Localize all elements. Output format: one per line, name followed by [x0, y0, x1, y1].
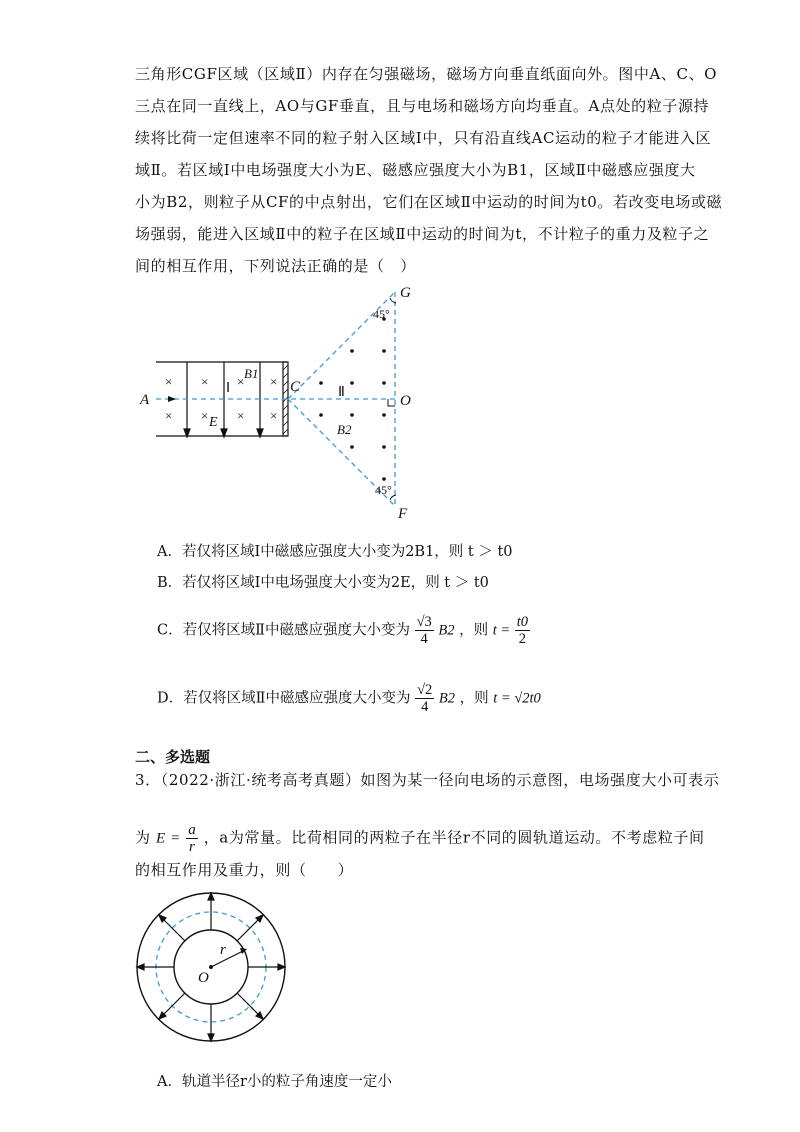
cross-mark: × [201, 408, 209, 423]
cross-mark: × [237, 374, 245, 389]
problem3-line-2-suffix: ，a为常量。比荷相同的两粒子在半径r不同的圆轨道运动。不考虑粒子间 [203, 828, 705, 847]
section-title: 二、多选题 [135, 748, 211, 766]
cross-mark: × [270, 408, 278, 423]
option-C-mid: ，则 [459, 622, 489, 639]
option-C-frac-num: √3 [416, 614, 432, 630]
label-C: C [290, 379, 301, 395]
label-E: E [209, 415, 218, 430]
cross-mark: × [201, 374, 209, 389]
problem3-line-3: 的相互作用及重力，则（ ） [135, 861, 354, 879]
label-r: r [220, 942, 226, 958]
formula-E-fraction [186, 822, 198, 855]
option-C-prefix: C．若仅将区域Ⅱ中磁感应强度大小变为 [157, 622, 410, 639]
option-C [157, 614, 530, 647]
label-angle-bottom: 45° [375, 483, 392, 497]
option-D-frac-num: √2 [417, 682, 433, 698]
problem2-line-1: 三角形CGF区域（区域Ⅱ）内存在匀强磁场，磁场方向垂直纸面向外。图中A、C、O [135, 65, 718, 83]
option-C-fraction [415, 614, 434, 647]
formula-E-den: r [189, 839, 196, 855]
formula-E-num: a [188, 822, 197, 838]
option-C-rhs-den: 2 [518, 631, 527, 647]
option-C-frac-den: 4 [420, 631, 428, 647]
option-D [157, 682, 541, 715]
problem2-line-3: 续将比荷一定但速率不同的粒子射入区域Ⅰ中，只有沿直线AC运动的粒子才能进入区 [135, 129, 712, 147]
label-region-2: Ⅱ [338, 385, 345, 400]
figure-regions [130, 278, 430, 523]
cross-mark: × [165, 374, 173, 389]
problem3-option-A: A．轨道半径r小的粒子角速度一定小 [157, 1074, 392, 1090]
problem2-line-7: 间的相互作用，下列说法正确的是（ ） [135, 257, 416, 275]
cross-mark: × [165, 408, 173, 423]
option-A: A．若仅将区域Ⅰ中磁感应强度大小变为2B1，则 t ＞ t0 [157, 544, 513, 560]
label-B2: B2 [337, 422, 352, 437]
formula-E-lhs: E = [155, 830, 181, 847]
label-B1: B1 [244, 366, 259, 381]
option-B: B．若仅将区域Ⅰ中电场强度大小变为2E，则 t ＞ t0 [157, 575, 489, 591]
option-D-fraction [415, 682, 434, 715]
figure-radial-field [132, 888, 292, 1048]
cross-mark: × [237, 408, 245, 423]
problem3-line-2 [135, 822, 705, 855]
option-C-rhs-num: t0 [516, 614, 529, 630]
problem2-line-2: 三点在同一直线上，AO与GF垂直，且与电场和磁场方向均垂直。A点处的粒子源持 [135, 97, 710, 115]
option-D-rhs: t = √2t0 [493, 690, 541, 707]
option-C-var: B2 [438, 622, 455, 639]
problem3-line-2-prefix: 为 [135, 828, 151, 847]
problem2-line-5: 小为B2，则粒子从CF的中点射出，它们在区域Ⅱ中运动的时间为t0。若改变电场或磁 [135, 193, 723, 211]
label-G: G [400, 285, 411, 301]
label-O: O [400, 393, 411, 409]
cross-mark: × [270, 374, 278, 389]
option-D-mid: ，则 [459, 690, 489, 707]
label-F: F [398, 506, 408, 522]
problem2-line-4: 域Ⅱ。若区域Ⅰ中电场强度大小为E、磁感应强度大小为B1，区域Ⅱ中磁感应强度大 [135, 161, 696, 179]
label-A: A [140, 392, 150, 408]
option-D-frac-den: 4 [421, 699, 429, 715]
option-C-t: t = [492, 622, 511, 639]
option-C-rhs-fraction [515, 614, 530, 647]
option-D-prefix: D．若仅将区域Ⅱ中磁感应强度大小变为 [157, 690, 411, 707]
label-region-1: Ⅰ [226, 381, 231, 396]
problem2-line-6: 场强弱，能进入区域Ⅱ中的粒子在区域Ⅱ中运动的时间为t，不计粒子的重力及粒子之 [135, 225, 710, 243]
label-O-center: O [198, 970, 209, 986]
problem3-line-1: 3．（2022·浙江·统考高考真题）如图为某一径向电场的示意图，电场强度大小可表示 [135, 771, 720, 789]
label-angle-top: 45° [373, 307, 390, 321]
option-D-var: B2 [438, 690, 456, 707]
